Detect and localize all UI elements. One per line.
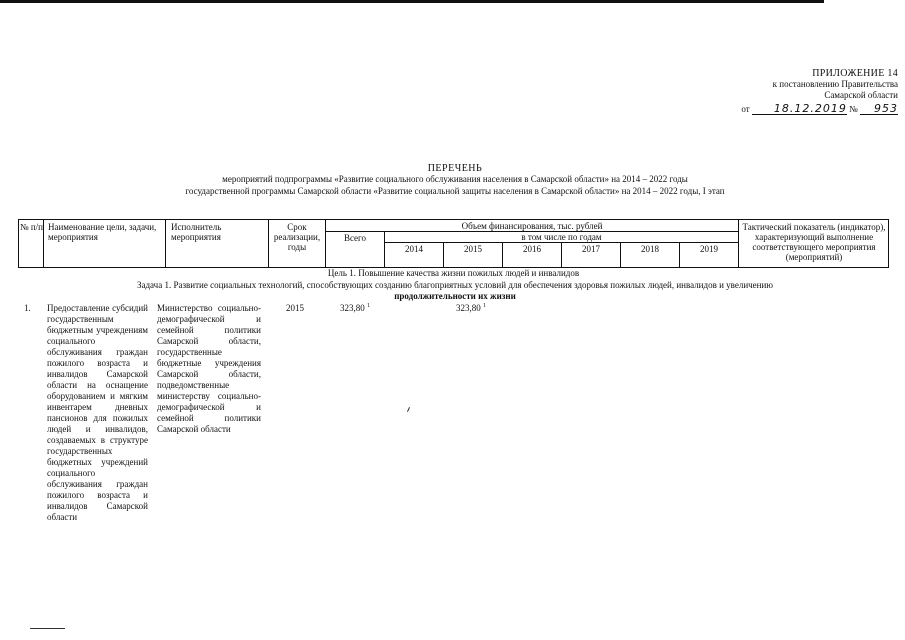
row1-year-2015: 323,80 $^1$ xyxy=(456,303,486,313)
year-header: 2019 xyxy=(700,244,718,254)
row1-name: Предоставление субсидий государственным бюджетным учреждениям социального обслуживания граждан пожилого возраста и инвалидов Самарской области на оснащение оборудованием и мягким инвентарем дневных пансионов для пожилых людей и инвалидов, создаваемых в структуре государственных бюджетных учреждений социального обслуживания граждан пожилого возраста и инвалидов Самарской области xyxy=(47,303,148,522)
scan-bottom-mark xyxy=(30,628,65,629)
col-indicator-header: Тактический показатель (индикатор), характеризующий выполнение соответствующего мероприятия (мероприятий) xyxy=(742,222,886,262)
handwritten-number: 953 xyxy=(860,103,898,115)
date-prefix: от xyxy=(741,104,750,114)
footnote-mark: 1 xyxy=(367,303,370,309)
year-header: 2018 xyxy=(641,244,659,254)
year-header: 2017 xyxy=(582,244,600,254)
col-finance-header: Объем финансирования, тыс. рублей xyxy=(461,221,603,231)
scan-speck xyxy=(407,407,410,412)
appendix-date-line xyxy=(640,103,898,115)
task-1 xyxy=(60,280,850,302)
table-header xyxy=(18,219,889,268)
page-title: ПЕРЕЧЕНЬ xyxy=(427,163,483,174)
task-1-text-bold: продолжительности их жизни xyxy=(394,291,516,301)
task-1-text: Задача 1. Развитие социальных технологий, способствующих созданию благоприятных условий для обеспечения здоровья пожилых людей, инвалидов и увеличению xyxy=(136,280,774,290)
row1-total: 323,80 $^1$ xyxy=(340,303,370,313)
col-name-header: Наименование цели, задачи, мероприятия xyxy=(48,222,157,242)
appendix-title: ПРИЛОЖЕНИЕ 14 xyxy=(812,68,898,79)
appendix-line2: Самарской области xyxy=(824,90,898,100)
handwritten-date: 18.12.2019 xyxy=(752,103,847,115)
goal-1: Цель 1. Повышение качества жизни пожилых людей и инвалидов xyxy=(327,268,580,278)
scan-top-border xyxy=(0,0,824,3)
appendix-block xyxy=(640,68,898,115)
footnote-mark: 1 xyxy=(483,303,486,309)
col-term-header: Срок реализации, годы xyxy=(273,222,321,252)
header-line2: государственной программы Самарской области «Развитие социальной защиты населения в Самарской области» на 2014 – 2022 годы, I этап xyxy=(185,186,725,196)
col-num-header: № п/п xyxy=(20,222,43,232)
number-label: № xyxy=(849,104,858,114)
row1-num: 1. xyxy=(24,303,31,313)
row1-executor: Министерство социально-демографической и семейной политики Самарской области, государственные бюджетные учреждения Самарской области, подведомственные министерству социально-демографической и семейной политики Самарской области xyxy=(157,303,261,434)
col-by-years-header: в том числе по годам xyxy=(521,232,602,242)
appendix-line1: к постановлению Правительства xyxy=(772,79,898,89)
document-header xyxy=(60,163,850,197)
year-header: 2015 xyxy=(464,244,482,254)
row1-term: 2015 xyxy=(286,303,304,313)
col-total-header: Всего xyxy=(343,233,367,243)
col-executor-header: Исполнитель мероприятия xyxy=(171,222,222,242)
year-header: 2014 xyxy=(405,244,423,254)
header-line1: мероприятий подпрограммы «Развитие социального обслуживания населения в Самарской области» на 2014 – 2022 годы xyxy=(222,174,688,184)
year-header: 2016 xyxy=(523,244,541,254)
